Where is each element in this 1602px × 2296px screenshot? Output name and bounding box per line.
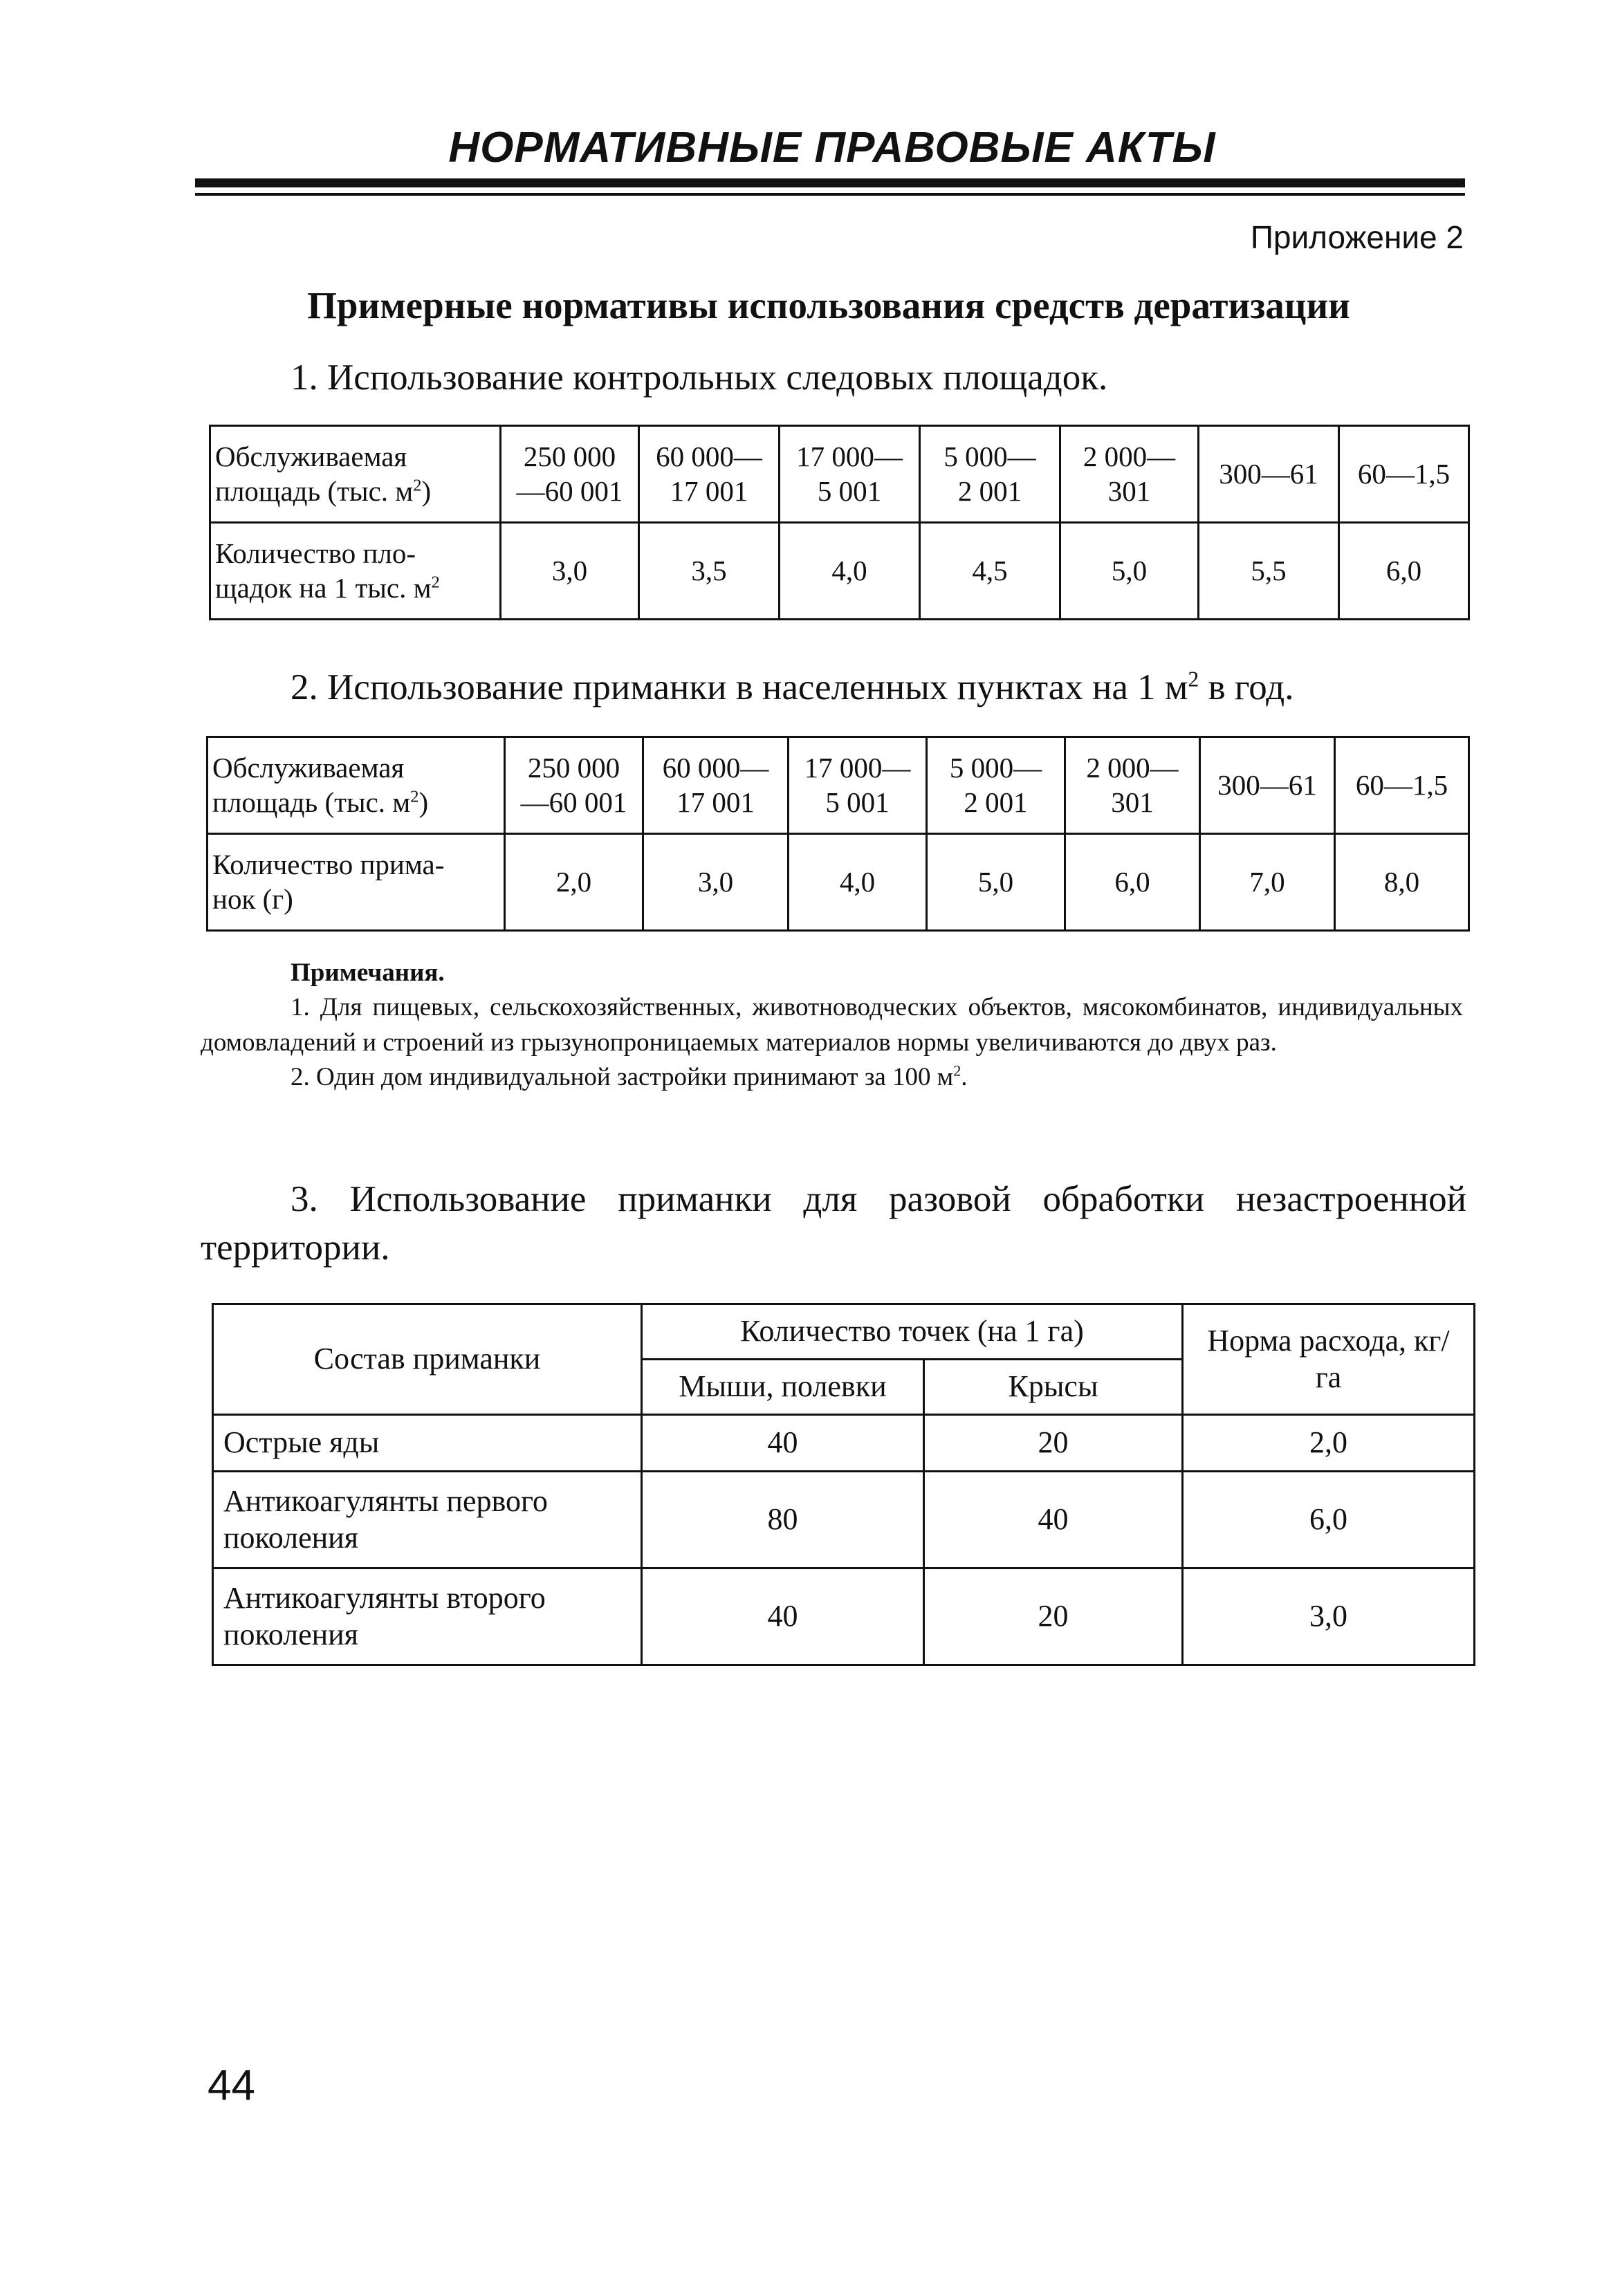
range-top: 60 000— <box>662 752 769 784</box>
table-row <box>213 1472 1475 1568</box>
section3-heading: 3. Использование приманки для разовой обработки незастроенной территории. <box>201 1179 1466 1268</box>
header-rule-thin <box>195 193 1465 196</box>
range-bottom: 5 001 <box>817 474 882 507</box>
range-cell: 300—61 <box>1200 737 1335 834</box>
value-cell: 8,0 <box>1335 834 1469 931</box>
appendix-label: Приложение 2 <box>1250 219 1464 255</box>
rats-points: 20 <box>924 1415 1183 1472</box>
range-cell <box>927 737 1065 834</box>
notes-block <box>201 956 1463 1095</box>
label-line: Количество прима- <box>212 849 445 881</box>
superscript: 2 <box>431 572 440 591</box>
superscript: 2 <box>1188 667 1199 692</box>
range-cell <box>505 737 643 834</box>
value-cell: 4,5 <box>920 523 1060 620</box>
section2-heading <box>291 667 1293 708</box>
table-row <box>208 737 1469 834</box>
rats-points: 20 <box>924 1568 1183 1665</box>
value-cell: 3,5 <box>639 523 780 620</box>
header-rule-thick <box>195 178 1465 187</box>
heading-text: в год. <box>1199 667 1294 707</box>
rate-value: 2,0 <box>1183 1415 1475 1472</box>
note-text: 2. Один дом индивидуальной застройки принимают за 100 м <box>291 1062 954 1091</box>
range-cell <box>639 426 780 523</box>
note-text: . <box>961 1062 968 1091</box>
range-cell <box>501 426 639 523</box>
note-1: 1. Для пищевых, сельскохозяйственных, животноводческих объектов, мясокомбинатов, индивидуальных домовладений и строений из грызунопроницаемых материалов нормы увеличиваются до двух раз. <box>201 993 1463 1057</box>
running-title: НОРМАТИВНЫЕ ПРАВОВЫЕ АКТЫ <box>448 124 1216 172</box>
range-top: 2 000— <box>1083 441 1176 473</box>
label-line: площадь (тыс. м <box>212 786 411 818</box>
section3-table <box>212 1303 1475 1666</box>
row-label <box>210 523 501 620</box>
range-bottom: —60 001 <box>516 474 623 507</box>
mice-points: 40 <box>642 1415 924 1472</box>
note-2 <box>201 1060 1463 1095</box>
value-cell: 5,0 <box>1060 523 1199 620</box>
range-bottom: 2 001 <box>964 786 1028 818</box>
label-line: Обслуживаемая <box>212 752 405 784</box>
range-cell: 300—61 <box>1199 426 1339 523</box>
value-cell: 6,0 <box>1065 834 1200 931</box>
bait-name: Острые яды <box>213 1415 642 1472</box>
range-top: 5 000— <box>943 441 1036 473</box>
range-bottom: 5 001 <box>825 786 890 818</box>
rate-value: 3,0 <box>1183 1568 1475 1665</box>
label-line: Обслуживаемая <box>215 441 407 473</box>
table-row <box>213 1568 1475 1665</box>
label-line: нок (г) <box>212 882 293 915</box>
range-bottom: 2 001 <box>957 474 1022 507</box>
column-header-points: Количество точек (на 1 га) <box>642 1304 1183 1360</box>
range-top: 60 000— <box>656 441 762 473</box>
document-title: Примерные нормативы использования средств дератизации <box>307 284 1350 326</box>
mice-points: 40 <box>642 1568 924 1665</box>
value-cell: 3,0 <box>501 523 639 620</box>
range-top: 250 000 <box>523 441 616 473</box>
range-cell: 60—1,5 <box>1339 426 1469 523</box>
range-top: 5 000— <box>949 752 1042 784</box>
range-cell <box>780 426 920 523</box>
range-cell <box>1065 737 1200 834</box>
value-cell: 2,0 <box>505 834 643 931</box>
label-line: щадок на 1 тыс. м <box>215 571 432 604</box>
bait-name: Антикоагулянты второго поколения <box>213 1568 642 1665</box>
table-row <box>213 1415 1475 1472</box>
range-top: 17 000— <box>796 441 903 473</box>
heading-text: 2. Использование приманки в населенных пунктах на 1 м <box>291 667 1188 707</box>
rats-points: 40 <box>924 1472 1183 1568</box>
table-header-row <box>213 1304 1475 1360</box>
bait-name: Антикоагулянты первого поколения <box>213 1472 642 1568</box>
label-line: площадь (тыс. м <box>215 474 414 507</box>
column-header-mice: Мыши, полевки <box>642 1360 924 1415</box>
table-row <box>208 834 1469 931</box>
range-bottom: 17 001 <box>670 474 748 507</box>
superscript: 2 <box>410 786 419 806</box>
row-label <box>208 737 505 834</box>
value-cell: 5,0 <box>927 834 1065 931</box>
notes-heading: Примечания. <box>291 959 445 987</box>
range-top: 17 000— <box>804 752 911 784</box>
label-line: ) <box>421 474 432 507</box>
value-cell: 3,0 <box>643 834 789 931</box>
label-line: Количество пло- <box>215 537 416 570</box>
range-bottom: 17 001 <box>676 786 755 818</box>
row-label <box>208 834 505 931</box>
value-cell: 4,0 <box>789 834 927 931</box>
range-cell <box>643 737 789 834</box>
range-top: 250 000 <box>527 752 620 784</box>
range-bottom: 301 <box>1107 474 1151 507</box>
superscript: 2 <box>413 475 422 494</box>
column-header-rats: Крысы <box>924 1360 1183 1415</box>
value-cell: 4,0 <box>780 523 920 620</box>
rate-value: 6,0 <box>1183 1472 1475 1568</box>
range-cell <box>1060 426 1199 523</box>
page-number: 44 <box>208 2062 255 2109</box>
superscript: 2 <box>953 1062 961 1080</box>
value-cell: 6,0 <box>1339 523 1469 620</box>
label-line: ) <box>418 786 429 818</box>
range-top: 2 000— <box>1086 752 1179 784</box>
range-cell: 60—1,5 <box>1335 737 1469 834</box>
section2-table <box>206 736 1470 932</box>
column-header-composition: Состав приманки <box>213 1304 642 1415</box>
range-bottom: —60 001 <box>520 786 627 818</box>
range-cell <box>920 426 1060 523</box>
table-row <box>210 426 1469 523</box>
row-label <box>210 426 501 523</box>
mice-points: 80 <box>642 1472 924 1568</box>
value-cell: 7,0 <box>1200 834 1335 931</box>
range-bottom: 301 <box>1111 786 1154 818</box>
section1-heading: 1. Использование контрольных следовых площадок. <box>291 358 1108 398</box>
section1-table <box>209 425 1470 620</box>
range-cell <box>789 737 927 834</box>
table-row <box>210 523 1469 620</box>
value-cell: 5,5 <box>1199 523 1339 620</box>
column-header-rate: Норма расхода, кг/га <box>1183 1304 1475 1415</box>
